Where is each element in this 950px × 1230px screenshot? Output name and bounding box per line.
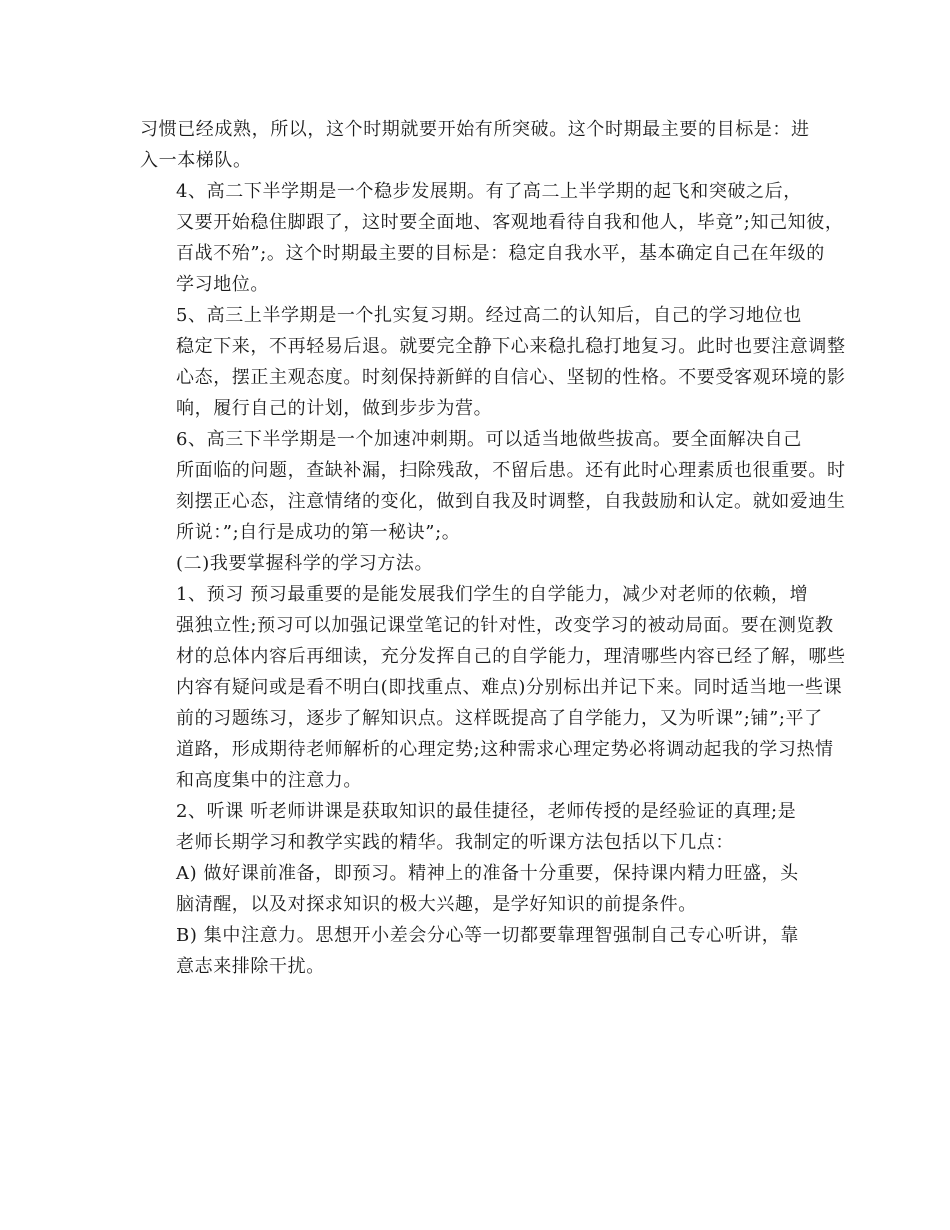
text-line: 老师长期学习和教学实践的精华。我制定的听课方法包括以下几点： [176, 832, 734, 853]
text-line: 道路，形成期待老师解析的心理定势;这种需求心理定势必将调动起我的学习热情 [176, 739, 834, 760]
text-line: 响，履行自己的计划，做到步步为营。 [176, 398, 493, 419]
document-body [140, 114, 846, 982]
text-line: (二)我要掌握科学的学习方法。 [176, 553, 434, 574]
paragraph-item-5 [140, 300, 846, 424]
text-line: 学习地位。 [176, 274, 269, 295]
text-line: 又要开始稳住脚跟了，这时要全面地、客观地看待自我和他人，毕竟”;知己知彼， [176, 212, 844, 233]
text-line: 习惯已经成熟，所以，这个时期就要开始有所突破。这个时期最主要的目标是：进 [140, 119, 810, 140]
paragraph-point-b [140, 920, 812, 982]
text-line: 4、高二下半学期是一个稳步发展期。有了高二上半学期的起飞和突破之后， [176, 181, 802, 202]
text-line: 刻摆正心态，注意情绪的变化，做到自我及时调整，自我鼓励和认定。就如爱迪生 [176, 491, 846, 512]
section-heading [140, 548, 812, 579]
text-line: 所说：”;自行是成功的第一秘诀”;。 [176, 522, 461, 543]
text-line: 1、预习 预习最重要的是能发展我们学生的自学能力，减少对老师的依赖，增 [176, 584, 809, 605]
text-line: 6、高三下半学期是一个加速冲刺期。可以适当地做些拔高。要全面解决自己 [176, 429, 802, 450]
text-line: 2、听课 听老师讲课是获取知识的最佳捷径，老师传授的是经验证的真理;是 [176, 801, 797, 822]
text-line: 强独立性;预习可以加强记课堂笔记的针对性，改变学习的被动局面。要在测览教 [176, 615, 834, 636]
paragraph-listening [140, 796, 812, 858]
text-line: 心态，摆正主观态度。时刻保持新鲜的自信心、坚韧的性格。不要受客观环境的影 [176, 367, 846, 388]
paragraph-continuation [140, 114, 812, 176]
text-line: 意志来排除干扰。 [176, 956, 325, 977]
text-line: 前的习题练习，逐步了解知识点。这样既提高了自学能力，又为听课”;铺”;平了 [176, 708, 823, 729]
text-line: 5、高三上半学期是一个扎实复习期。经过高二的认知后，自己的学习地位也 [176, 305, 802, 326]
text-line: 和高度集中的注意力。 [176, 770, 362, 791]
text-line: B) 集中注意力。思想开小差会分心等一切都要靠理智强制自己专心听讲，靠 [176, 925, 799, 946]
text-line: 入一本梯队。 [140, 150, 252, 171]
text-line: 材的总体内容后再细读，充分发挥自己的自学能力，理清哪些内容已经了解，哪些 [176, 646, 846, 667]
paragraph-item-6 [140, 424, 846, 548]
paragraph-item-4 [140, 176, 844, 300]
paragraph-preview [140, 579, 846, 796]
text-line: 稳定下来，不再轻易后退。就要完全静下心来稳扎稳打地复习。此时也要注意调整 [176, 336, 846, 357]
text-line: 所面临的问题，查缺补漏，扫除残敌，不留后患。还有此时心理素质也很重要。时 [176, 460, 846, 481]
text-line: 内容有疑问或是看不明白(即找重点、难点)分别标出并记下来。同时适当地一些课 [176, 677, 843, 698]
text-line: A) 做好课前准备，即预习。精神上的准备十分重要，保持课内精力旺盛，头 [176, 863, 799, 884]
paragraph-point-a [140, 858, 812, 920]
text-line: 百战不殆”;。这个时期最主要的目标是：稳定自我水平，基本确定自己在年级的 [176, 243, 825, 264]
text-line: 脑清醒，以及对探求知识的极大兴趣，是学好知识的前提条件。 [176, 894, 697, 915]
